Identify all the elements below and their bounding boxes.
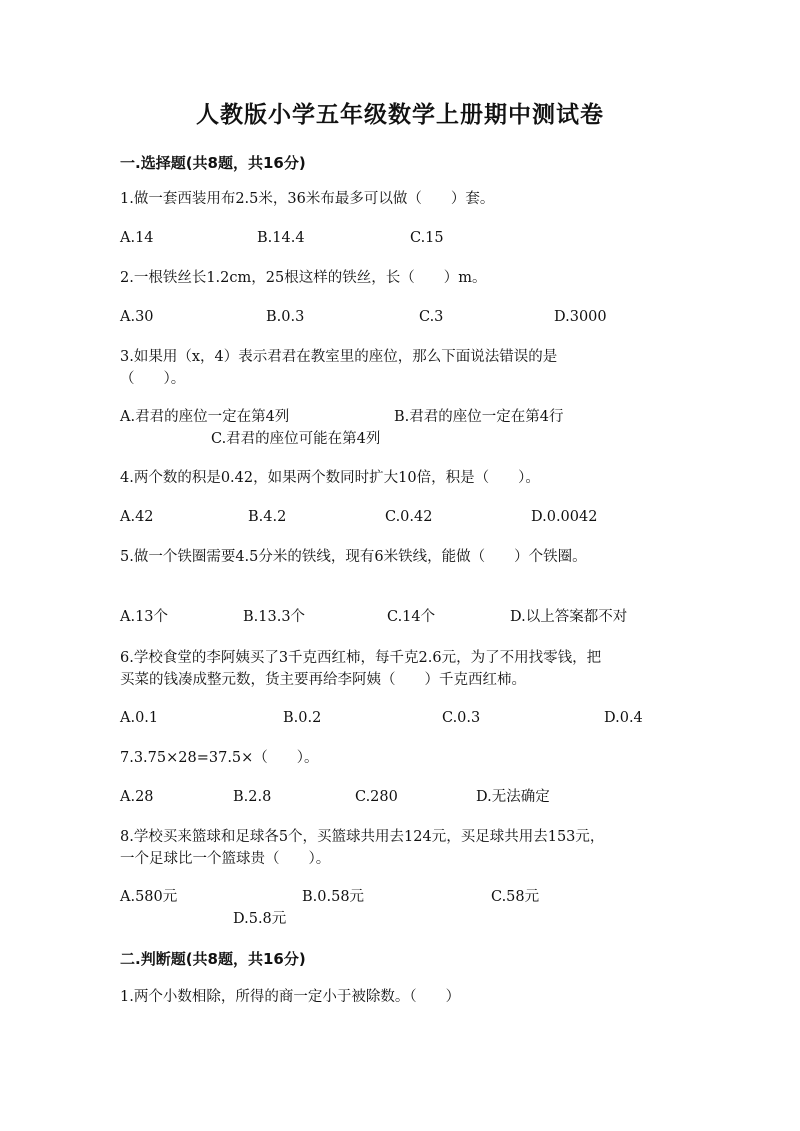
q8-option-d: D.5.8元	[233, 911, 287, 927]
q2-option-d: D.3000	[554, 309, 607, 325]
q5-option-b: B.13.3个	[243, 609, 306, 625]
q6-option-d: D.0.4	[604, 710, 643, 726]
q8-option-b: B.0.58元	[302, 889, 365, 905]
q8-option-a: A.580元	[120, 889, 178, 905]
question-6-line-1: 6.学校食堂的李阿姨买了3千克西红柿，每千克2.6元，为了不用找零钱，把	[120, 650, 602, 666]
q8-option-c: C.58元	[491, 889, 540, 905]
q7-option-d: D.无法确定	[476, 789, 550, 805]
q2-option-c: C.3	[419, 309, 444, 325]
question-6-line-2: 买菜的钱凑成整元数，货主要再给李阿姨（ ）千克西红柿。	[120, 672, 526, 688]
q1-option-b: B.14.4	[257, 230, 305, 246]
section-heading-choice: 一.选择题(共8题，共16分)	[120, 154, 306, 172]
question-2: 2.一根铁丝长1.2cm，25根这样的铁丝，长（ ）m。	[120, 270, 487, 286]
section-heading-judgment: 二.判断题(共8题，共16分)	[120, 950, 306, 968]
question-4: 4.两个数的积是0.42，如果两个数同时扩大10倍，积是（ ）。	[120, 470, 540, 486]
judgment-question-1: 1.两个小数相除，所得的商一定小于被除数。（ ）	[120, 989, 461, 1005]
q6-option-a: A.0.1	[120, 710, 159, 726]
q5-option-c: C.14个	[387, 609, 436, 625]
question-3-line-1: 3.如果用（x，4）表示君君在教室里的座位，那么下面说法错误的是	[120, 349, 558, 365]
question-3-line-2: （ ）。	[120, 371, 186, 387]
q4-option-d: D.0.0042	[531, 509, 598, 525]
q6-option-c: C.0.3	[442, 710, 481, 726]
q1-option-c: C.15	[410, 230, 444, 246]
q4-option-c: C.0.42	[385, 509, 433, 525]
q4-option-a: A.42	[120, 509, 154, 525]
question-7: 7.3.75×28=37.5×（ ）。	[120, 750, 319, 766]
q3-option-c: C.君君的座位可能在第4列	[211, 431, 381, 447]
q7-option-b: B.2.8	[233, 789, 272, 805]
q7-option-a: A.28	[120, 789, 154, 805]
q6-option-b: B.0.2	[283, 710, 322, 726]
question-5: 5.做一个铁圈需要4.5分米的铁线，现有6米铁线，能做（ ）个铁圈。	[120, 549, 587, 565]
q2-option-b: B.0.3	[266, 309, 305, 325]
page-title: 人教版小学五年级数学上册期中测试卷	[196, 101, 604, 128]
question-8-line-2: 一个足球比一个篮球贵（ ）。	[120, 851, 331, 867]
q3-option-b: B.君君的座位一定在第4行	[394, 409, 564, 425]
q3-option-a: A.君君的座位一定在第4列	[120, 409, 290, 425]
q2-option-a: A.30	[120, 309, 154, 325]
q4-option-b: B.4.2	[248, 509, 287, 525]
question-8-line-1: 8.学校买来篮球和足球各5个，买篮球共用去124元，买足球共用去153元，	[120, 829, 605, 845]
q7-option-c: C.280	[355, 789, 398, 805]
q5-option-d: D.以上答案都不对	[510, 609, 628, 625]
question-1: 1.做一套西装用布2.5米，36米布最多可以做（ ）套。	[120, 191, 495, 207]
q1-option-a: A.14	[120, 230, 154, 246]
q5-option-a: A.13个	[120, 609, 169, 625]
